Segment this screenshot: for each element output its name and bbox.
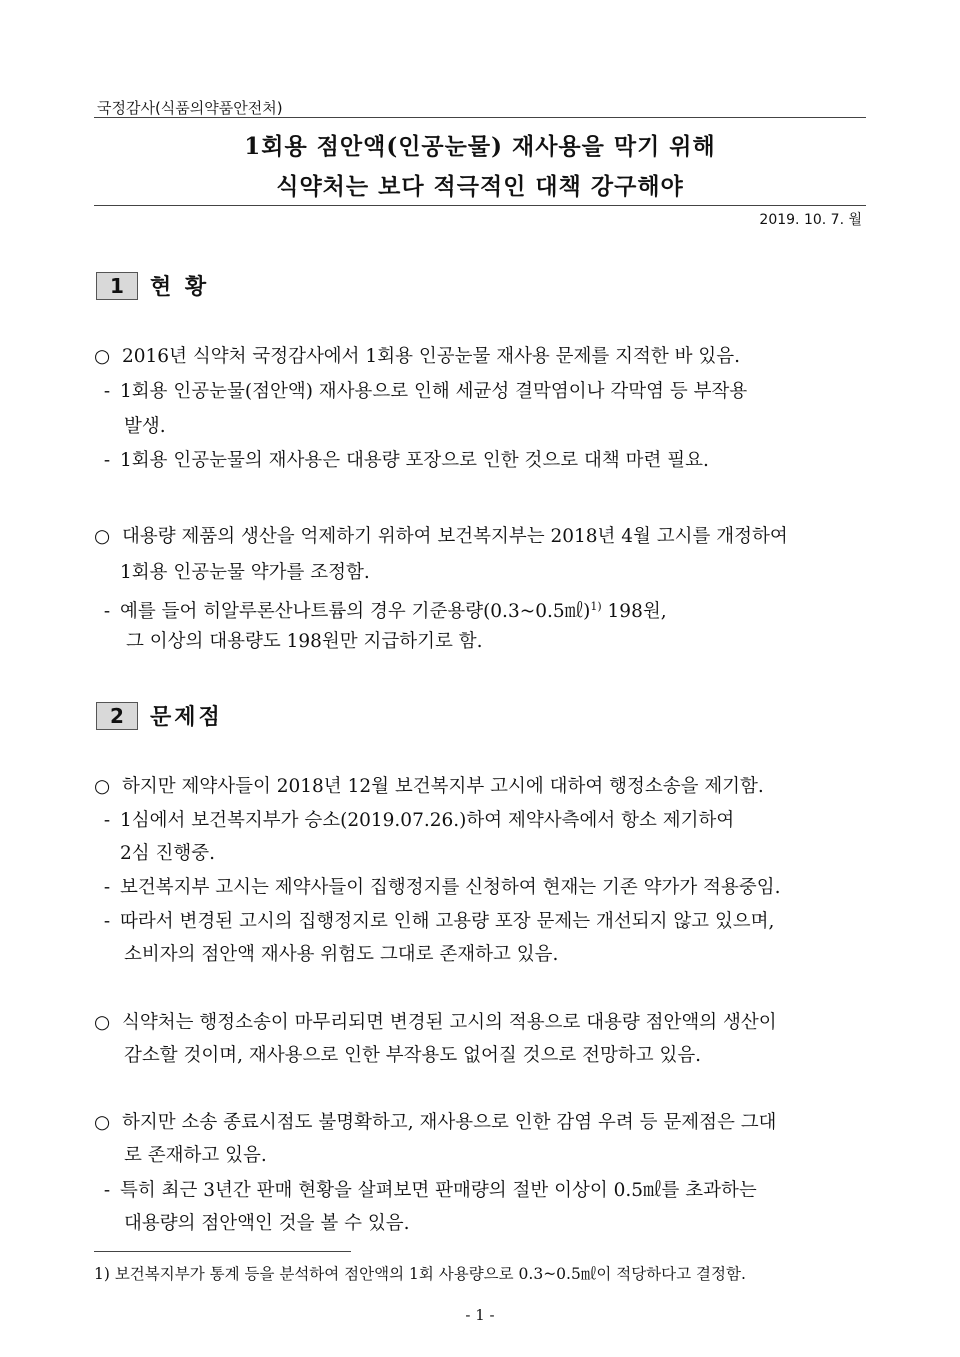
section-1-number: 1 bbox=[96, 272, 138, 300]
dash-bullet: - bbox=[103, 1180, 111, 1201]
sub-bullet-text: 1회용 인공눈물(점안액) 재사용으로 인해 세균성 결막염이나 각막염 등 부작용 bbox=[120, 381, 748, 402]
dash-bullet: - bbox=[103, 810, 111, 831]
dash-bullet: - bbox=[103, 601, 111, 623]
paragraph-continuation: 감소할 것이며, 재사용으로 인한 부작용도 없어질 것으로 전망하고 있음. bbox=[124, 1045, 702, 1066]
header-divider bbox=[94, 117, 866, 118]
footnote: 1) 보건복지부가 통계 등을 분석하여 점안액의 1회 사용량으로 0.3~0.5㎖이 적당하다고 결정함. bbox=[94, 1265, 746, 1283]
document-date: 2019. 10. 7. 월 bbox=[759, 212, 862, 228]
paragraph-text: 하지만 소송 종료시점도 불명확하고, 재사용으로 인한 감염 우려 등 문제점은 그대 bbox=[122, 1112, 777, 1133]
dash-bullet: - bbox=[103, 911, 111, 932]
sub-bullet-text: 1심에서 보건복지부가 승소(2019.07.26.)하여 제약사측에서 항소 제기하여 bbox=[120, 810, 735, 831]
section-1-title: 현 황 bbox=[150, 275, 210, 300]
paragraph-text: 2016년 식약처 국정감사에서 1회용 인공눈물 재사용 문제를 지적한 바 있음. bbox=[122, 346, 741, 367]
sub-bullet bbox=[94, 449, 868, 473]
sub-bullet-continuation: 소비자의 점안액 재사용 위험도 그대로 존재하고 있음. bbox=[124, 944, 559, 965]
sub-bullet bbox=[94, 380, 868, 404]
dash-bullet: - bbox=[103, 381, 111, 402]
dash-bullet: - bbox=[103, 450, 111, 471]
sub-bullet-continuation: 대용량의 점안액인 것을 볼 수 있음. bbox=[124, 1213, 410, 1234]
circle-bullet: ○ bbox=[94, 1012, 111, 1033]
sub-bullet-text: 예를 들어 히알루론산나트륨의 경우 기준용량(0.3~0.5㎖) bbox=[120, 601, 591, 623]
sub-bullet-text: 특히 최근 3년간 판매 현황을 살펴보면 판매량의 절반 이상이 0.5㎖를 초과하는 bbox=[120, 1180, 757, 1201]
sub-bullet bbox=[94, 595, 868, 624]
paragraph bbox=[94, 525, 868, 549]
document-title-line2: 식약처는 보다 적극적인 대책 강구해야 bbox=[276, 173, 684, 200]
paragraph-text: 하지만 제약사들이 2018년 12월 보건복지부 고시에 대하여 행정소송을 제기함. bbox=[122, 776, 764, 797]
section-2-number: 2 bbox=[96, 702, 138, 730]
paragraph-continuation: 1회용 인공눈물 약가를 조정함. bbox=[120, 562, 370, 583]
dash-bullet: - bbox=[103, 877, 111, 898]
paragraph bbox=[94, 1111, 868, 1135]
sub-bullet-continuation: 2심 진행중. bbox=[120, 843, 216, 864]
sub-bullet-continuation: 그 이상의 대용량도 198원만 지급하기로 함. bbox=[126, 631, 483, 652]
paragraph bbox=[94, 775, 868, 799]
document-title-line1: 1회용 점안액(인공눈물) 재사용을 막기 위해 bbox=[244, 133, 716, 160]
section-2-title: 문제점 bbox=[150, 705, 223, 730]
paragraph bbox=[94, 1011, 868, 1035]
circle-bullet: ○ bbox=[94, 1112, 111, 1133]
sub-bullet bbox=[94, 910, 868, 934]
sub-bullet-text: 1회용 인공눈물의 재사용은 대용량 포장으로 인한 것으로 대책 마련 필요. bbox=[120, 450, 709, 471]
sub-bullet-text: 보건복지부 고시는 제약사들이 집행정지를 신청하여 현재는 기존 약가가 적용중임. bbox=[120, 877, 781, 898]
sub-bullet-continuation: 발생. bbox=[124, 416, 166, 437]
paragraph-text: 대용량 제품의 생산을 억제하기 위하여 보건복지부는 2018년 4월 고시를 개정하여 bbox=[122, 526, 788, 547]
sub-bullet bbox=[94, 809, 868, 833]
document-header-label: 국정감사(식품의약품안전처) bbox=[97, 99, 283, 117]
circle-bullet: ○ bbox=[94, 346, 111, 367]
paragraph bbox=[94, 345, 868, 369]
paragraph-text: 식약처는 행정소송이 마무리되면 변경된 고시의 적용으로 대용량 점안액의 생산이 bbox=[122, 1012, 777, 1033]
circle-bullet: ○ bbox=[94, 526, 111, 547]
page-number: - 1 - bbox=[465, 1306, 495, 1324]
footnote-reference: 1) bbox=[590, 600, 602, 613]
title-divider bbox=[94, 205, 866, 206]
section-2-heading bbox=[96, 700, 223, 731]
circle-bullet: ○ bbox=[94, 776, 111, 797]
sub-bullet bbox=[94, 1179, 868, 1203]
footnote-divider bbox=[94, 1251, 351, 1252]
paragraph-continuation: 로 존재하고 있음. bbox=[124, 1145, 267, 1166]
section-1-heading bbox=[96, 270, 209, 301]
sub-bullet-text: 따라서 변경된 고시의 집행정지로 인해 고용량 포장 문제는 개선되지 않고 있으며, bbox=[120, 911, 775, 932]
sub-bullet-text-tail: 198원, bbox=[601, 601, 667, 623]
sub-bullet bbox=[94, 876, 868, 900]
